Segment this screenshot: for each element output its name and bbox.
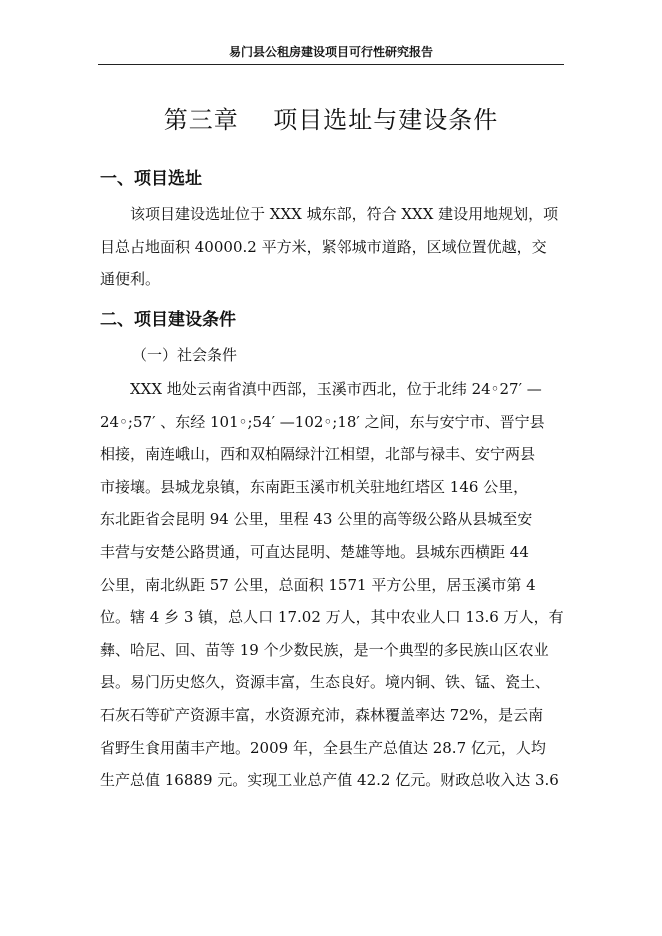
site-selection-paragraph	[100, 198, 566, 296]
paragraph-line: 市接壤。县城龙泉镇，东南距玉溪市机关驻地红塔区 146 公里，	[100, 477, 529, 496]
paragraph-line: 24◦;57′ 、东经 101◦;54′ —102◦;18′ 之间，东与安宁市、晋宁县	[100, 412, 545, 431]
paragraph-line: 位。辖 4 乡 3 镇，总人口 17.02 万人，其中农业人口 13.6 万人，有	[100, 608, 564, 627]
paragraph-line: 该项目建设选址位于 XXX 城东部，符合 XXX 建设用地规划，项	[130, 205, 559, 223]
header-rule	[98, 64, 564, 65]
paragraph-line: 省野生食用菌丰产地。2009 年，全县生产总值达 28.7 亿元，人均	[100, 738, 546, 757]
paragraph-line: 彝、哈尼、回、苗等 19 个少数民族，是一个典型的多民族山区农业	[100, 640, 549, 659]
paragraph-line: 东北距省会昆明 94 公里，里程 43 公里的高等级公路从县城至安	[100, 510, 533, 529]
paragraph-line: 生产总值 16889 元。实现工业总产值 42.2 亿元。财政总收入达 3.6	[100, 771, 559, 790]
paragraph-line: 通便利。	[100, 270, 161, 289]
running-header: 易门县公租房建设项目可行性研究报告	[228, 45, 433, 59]
paragraph-line: 公里，南北纵距 57 公里，总面积 1571 平方公里，居玉溪市第 4	[100, 575, 536, 594]
social-conditions-paragraph	[100, 373, 566, 797]
paragraph-line: 目总占地面积 40000.2 平方米，紧邻城市道路，区域位置优越，交	[100, 237, 547, 256]
chapter-title: 第三章 项目选址与建设条件	[163, 106, 499, 134]
section-heading-construction-conditions: 二、项目建设条件	[100, 310, 236, 330]
paragraph-line: 丰营与安楚公路贯通，可直达昆明、楚雄等地。县城东西横距 44	[100, 542, 529, 561]
sub-heading-social-conditions: （一）社会条件	[132, 346, 238, 364]
paragraph-line: 石灰石等矿产资源丰富，水资源充沛，森林覆盖率达 72%，是云南	[100, 705, 544, 724]
section-heading-site-selection: 一、项目选址	[100, 169, 202, 189]
paragraph-line: XXX 地处云南省滇中西部，玉溪市西北，位于北纬 24◦27′ —	[130, 380, 542, 398]
paragraph-line: 相接，南连峨山，西和双柏隔绿汁江相望，北部与禄丰、安宁两县	[100, 445, 536, 464]
paragraph-line: 县。易门历史悠久，资源丰富，生态良好。境内铜、铁、锰、瓷土、	[100, 673, 551, 692]
